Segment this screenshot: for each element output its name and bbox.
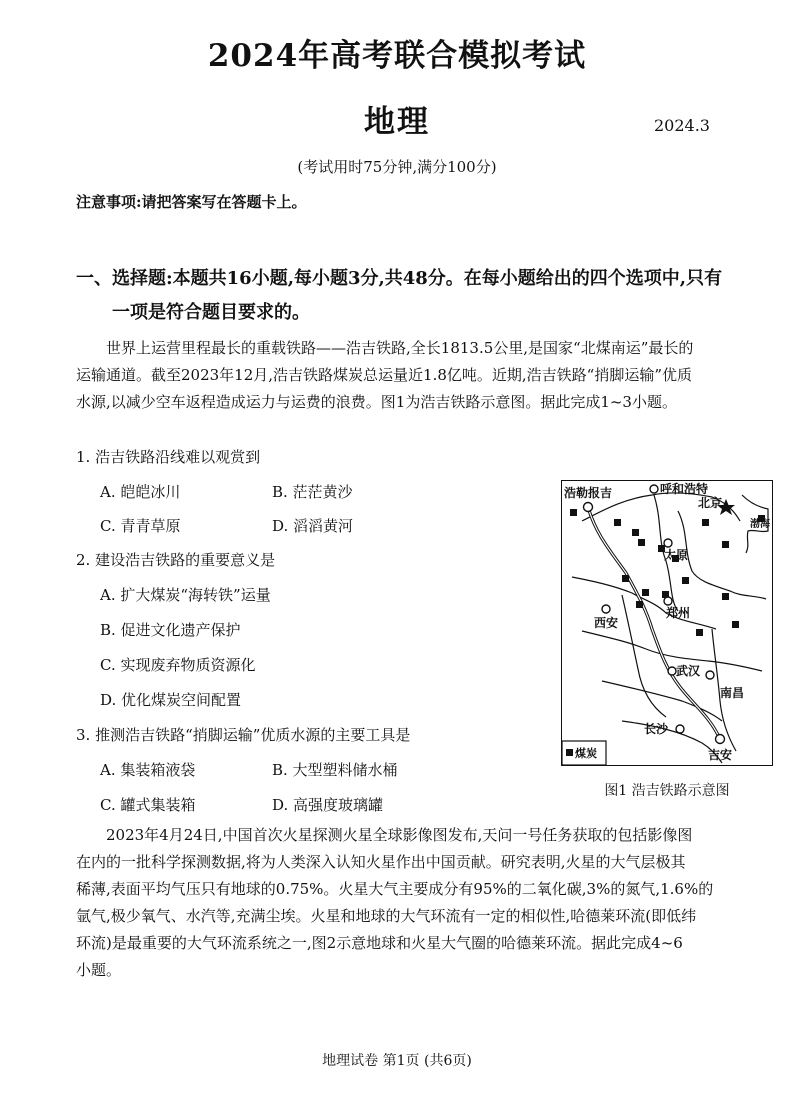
railway-map-svg bbox=[562, 481, 772, 765]
section-heading bbox=[76, 262, 776, 330]
label-bohai: 渤海 bbox=[750, 519, 770, 530]
label-huhehaote: 呼和浩特 bbox=[660, 482, 709, 496]
label-taiyuan: 太原 bbox=[664, 548, 689, 562]
passage-2-line: 环流)是最重要的大气环流系统之一,图2示意地球和火星大气圈的哈德莱环流。据此完成4~6 bbox=[76, 934, 683, 952]
legend-label: 煤炭 bbox=[575, 748, 597, 760]
passage-1-line: 运输通道。截至2023年12月,浩吉铁路煤炭总运量近1.8亿吨。近期,浩吉铁路“捎脚运输”优质 bbox=[76, 366, 692, 384]
q2-option-c: C. 实现废弃物质资源化 bbox=[100, 656, 256, 674]
passage-2-line: 稀薄,表面平均气压只有地球的0.75%。火星大气主要成分有95%的二氧化碳,3%的氮气,1.6%的 bbox=[76, 880, 714, 898]
time-note: (考试用时75分钟,满分100分) bbox=[297, 158, 497, 176]
page-footer: 地理试卷 第1页 (共6页) bbox=[322, 1053, 472, 1069]
passage-2-line: 小题。 bbox=[76, 961, 122, 979]
q2-option-a: A. 扩大煤炭“海转铁”运量 bbox=[100, 586, 271, 604]
label-zhengzhou: 郑州 bbox=[666, 606, 691, 620]
notice: 注意事项:请把答案写在答题卡上。 bbox=[76, 193, 307, 211]
q1-option-c: C. 青青草原 bbox=[100, 517, 181, 535]
exam-date: 2024.3 bbox=[654, 116, 710, 135]
label-haolebaoji: 浩勒报吉 bbox=[564, 486, 613, 500]
question-1-stem: 1. 浩吉铁路沿线难以观赏到 bbox=[76, 448, 261, 466]
railway-map bbox=[561, 480, 773, 766]
province-boundary bbox=[582, 631, 762, 671]
q1-option-a: A. 皑皑冰川 bbox=[100, 483, 181, 501]
passage-2-line: 2023年4月24日,中国首次火星探测火星全球影像图发布,天问一号任务获取的包括影像图 bbox=[106, 826, 693, 844]
passage-1-line: 世界上运营里程最长的重载铁路——浩吉铁路,全长1813.5公里,是国家“北煤南运”最长的 bbox=[106, 339, 694, 357]
label-wuhan: 武汉 bbox=[676, 664, 701, 678]
q2-option-d: D. 优化煤炭空间配置 bbox=[100, 691, 242, 709]
q3-option-a: A. 集装箱液袋 bbox=[100, 761, 196, 779]
label-xian: 西安 bbox=[594, 616, 619, 630]
question-2-stem: 2. 建设浩吉铁路的重要意义是 bbox=[76, 551, 276, 569]
q2-option-b: B. 促进文化遗产保护 bbox=[100, 621, 241, 639]
question-3-stem: 3. 推测浩吉铁路“捎脚运输”优质水源的主要工具是 bbox=[76, 726, 411, 744]
passage-1-line: 水源,以减少空车返程造成运力与运费的浪费。图1为浩吉铁路示意图。据此完成1~3小题。 bbox=[76, 393, 677, 411]
label-beijing: 北京 bbox=[698, 496, 723, 510]
legend-coal-icon bbox=[566, 749, 573, 756]
label-jian: 吉安 bbox=[708, 748, 733, 762]
province-boundary bbox=[622, 595, 666, 717]
q3-option-c: C. 罐式集装箱 bbox=[100, 796, 196, 814]
section-line-2: 一项是符合题目要求的。 bbox=[112, 302, 310, 323]
subject-title: 地理 bbox=[364, 104, 430, 140]
label-nanchang: 南昌 bbox=[720, 686, 745, 700]
label-changsha: 长沙 bbox=[644, 722, 669, 736]
q3-option-d: D. 高强度玻璃罐 bbox=[272, 796, 384, 814]
passage-1 bbox=[76, 335, 776, 416]
map-caption: 图1 浩吉铁路示意图 bbox=[604, 783, 730, 799]
passage-2 bbox=[76, 822, 776, 984]
q1-option-b: B. 茫茫黄沙 bbox=[272, 483, 353, 501]
q3-option-b: B. 大型塑料储水桶 bbox=[272, 761, 398, 779]
passage-2-line: 在内的一批科学探测数据,将为人类深入认知火星作出中国贡献。研究表明,火星的大气层极其 bbox=[76, 853, 686, 871]
q1-option-d: D. 滔滔黄河 bbox=[272, 517, 354, 535]
exam-title: 2024年高考联合模拟考试 bbox=[207, 38, 587, 74]
passage-2-line: 氩气,极少氧气、水汽等,充满尘埃。火星和地球的大气环流有一定的相似性,哈德莱环流(即低纬 bbox=[76, 907, 697, 925]
province-boundary bbox=[622, 721, 722, 763]
section-line-1: 一、选择题:本题共16小题,每小题3分,共48分。在每小题给出的四个选项中,只有 bbox=[76, 268, 723, 289]
